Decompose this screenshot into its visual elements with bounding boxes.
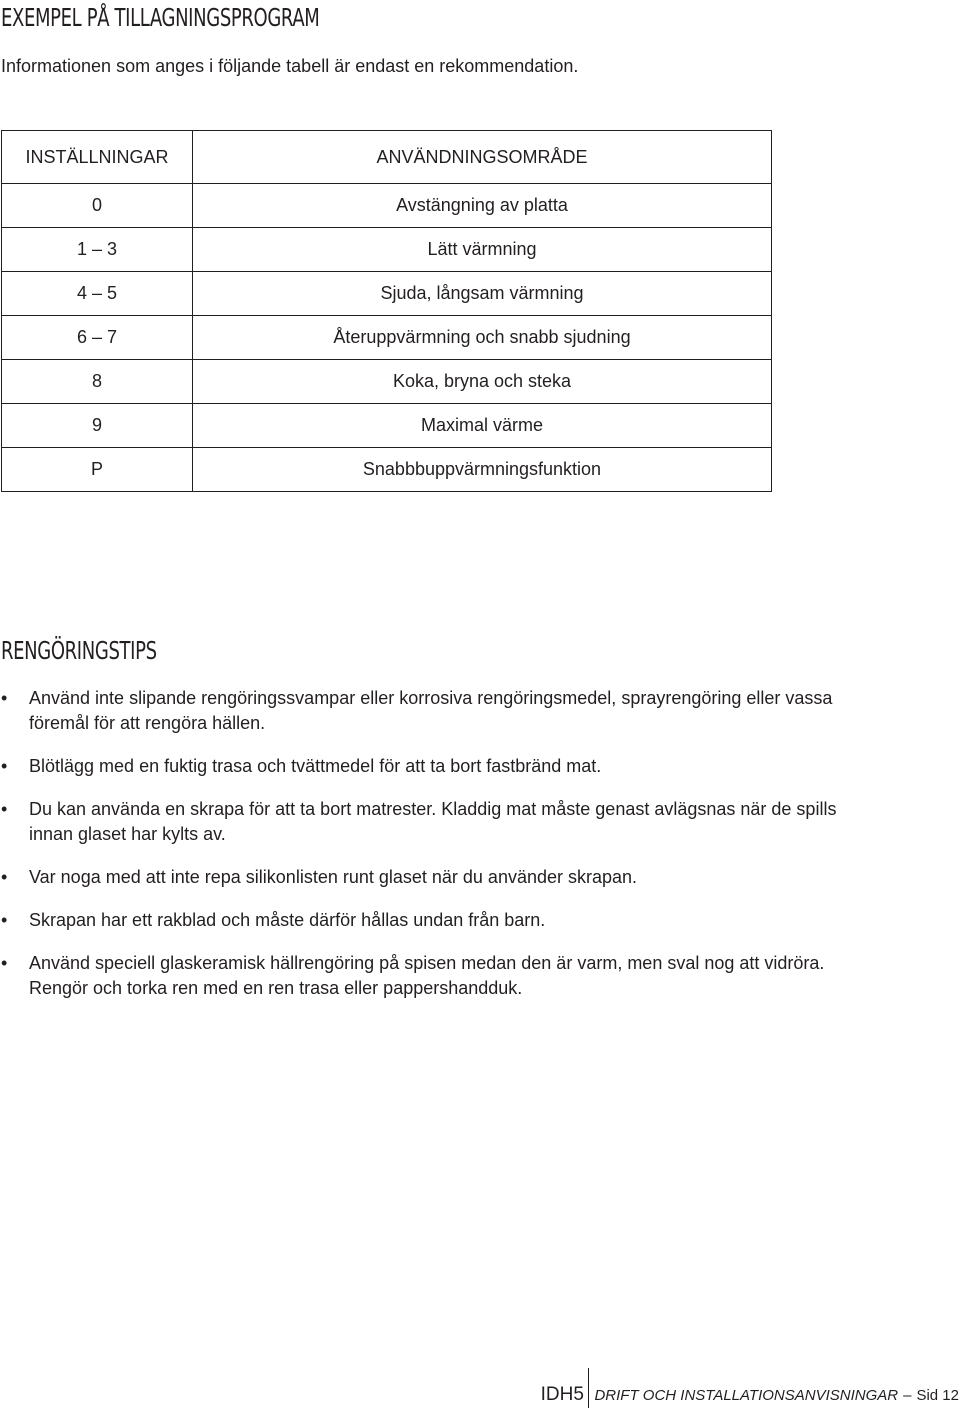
column-header-usage: ANVÄNDNINGSOMRÅDE [193, 131, 772, 184]
usage-cell: Koka, bryna och steka [193, 360, 772, 404]
tip-text: Använd inte slipande rengöringssvampar eller korrosiva rengöringsmedel, sprayrengöring eller vassa föremål för att rengöra hällen. [29, 688, 833, 733]
tip-text: Var noga med att inte repa silikonlisten runt glaset när du använder skrapan. [29, 867, 638, 887]
setting-cell: 8 [2, 360, 193, 404]
model-name: IDH5 [540, 1384, 584, 1405]
list-item [0, 951, 840, 1001]
bullet-icon: • [1, 867, 8, 887]
setting-cell: 1 – 3 [2, 228, 193, 272]
bullet-icon: • [1, 953, 8, 973]
tip-text: Använd speciell glaskeramisk hällrengöring på spisen medan den är varm, men sval nog att vidröra. Rengör och torka ren med en ren trasa eller pappershandduk. [29, 953, 825, 998]
settings-table [1, 130, 772, 492]
page-footer [541, 1368, 959, 1408]
bullet-icon: • [1, 688, 8, 708]
list-item [0, 865, 840, 890]
page-number: Sid 12 [916, 1387, 959, 1404]
table-row [2, 184, 772, 228]
intro-text: Informationen som anges i följande tabell är endast en rekommendation. [1, 56, 579, 76]
usage-cell: Lätt värmning [193, 228, 772, 272]
section-heading-cleaning-tips: RENGÖRINGSTIPS [1, 636, 157, 665]
usage-cell: Snabbbuppvärmningsfunktion [193, 448, 772, 492]
footer-dash: – [903, 1387, 912, 1404]
list-item [0, 908, 840, 933]
list-item [0, 686, 840, 736]
cleaning-tips-list [0, 686, 840, 1019]
usage-cell: Sjuda, långsam värmning [193, 272, 772, 316]
table-row [2, 448, 772, 492]
setting-cell: 9 [2, 404, 193, 448]
setting-cell: 4 – 5 [2, 272, 193, 316]
tip-text: Du kan använda en skrapa för att ta bort matrester. Kladdig mat måste genast avlägsnas när de spills innan glaset har kylts av. [29, 799, 837, 844]
usage-cell: Maximal värme [193, 404, 772, 448]
document-title: DRIFT OCH INSTALLATIONSANVISNINGAR [594, 1387, 899, 1404]
table-header-row [2, 131, 772, 184]
setting-cell: 6 – 7 [2, 316, 193, 360]
section-heading-cooking-programs: EXEMPEL PÅ TILLAGNINGSPROGRAM [1, 3, 320, 32]
setting-cell: P [2, 448, 193, 492]
usage-cell: Avstängning av platta [193, 184, 772, 228]
list-item [0, 754, 840, 779]
bullet-icon: • [1, 799, 8, 819]
tip-text: Blötlägg med en fuktig trasa och tvättmedel för att ta bort fastbränd mat. [29, 756, 602, 776]
table-row [2, 404, 772, 448]
table-row [2, 316, 772, 360]
list-item [0, 797, 840, 847]
setting-cell: 0 [2, 184, 193, 228]
bullet-icon: • [1, 756, 8, 776]
column-header-settings: INSTÄLLNINGAR [2, 131, 193, 184]
bullet-icon: • [1, 910, 8, 930]
table-row [2, 228, 772, 272]
table-row [2, 272, 772, 316]
footer-divider [588, 1368, 590, 1408]
usage-cell: Återuppvärmning och snabb sjudning [193, 316, 772, 360]
table-row [2, 360, 772, 404]
tip-text: Skrapan har ett rakblad och måste därför hållas undan från barn. [29, 910, 546, 930]
